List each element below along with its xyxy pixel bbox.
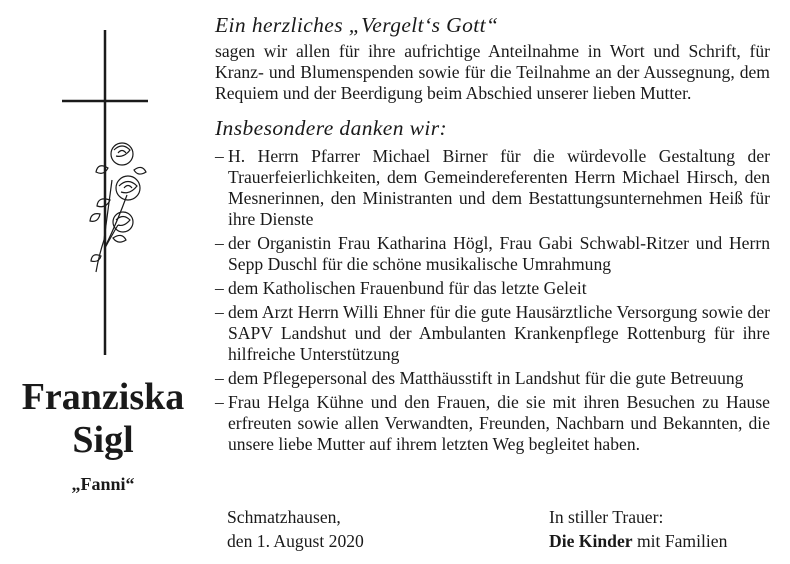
intro-text: sagen wir allen für ihre aufrichtige Anteilnahme in Wort und Schrift, für Kranz- und Blumenspenden sowie für die Teilnahme an der Aussegnung, dem Requiem und der Beerdigung beim Abschied unserer lieben Mutter. xyxy=(215,41,770,103)
date: den 1. August 2020 xyxy=(227,531,364,551)
roses-icon xyxy=(0,0,206,380)
thanks-heading: Insbesondere danken wir: xyxy=(215,116,448,140)
intro-heading: Ein herzliches „Vergelt‘s Gott“ xyxy=(215,13,499,37)
signers xyxy=(549,529,727,553)
deceased-first-name: Franziska xyxy=(21,376,185,418)
children: Die Kinder xyxy=(549,531,633,551)
place: Schmatzhausen, xyxy=(227,507,341,527)
list-item: – dem Katholischen Frauenbund für das letzte Geleit xyxy=(215,278,587,298)
place-date xyxy=(227,505,364,553)
list-item: – der Organistin Frau Katharina Högl, Frau Gabi Schwabl-Ritzer und Herrn Sepp Duschl für die schöne musikalische Umrahmung xyxy=(215,233,770,274)
left-column xyxy=(0,0,200,564)
signature xyxy=(549,505,727,553)
families: mit Familien xyxy=(636,531,728,551)
mourning-label: In stiller Trauer: xyxy=(549,507,664,527)
list-item: – dem Arzt Herrn Willi Ehner für die gute Hausärztliche Versorgung sowie der SAPV Landshut und der Ambulanten Krankenpflege Rottenburg für ihre hilfreiche Unterstützung xyxy=(215,302,770,364)
list-item: – dem Pflegepersonal des Matthäusstift in Landshut für die gute Betreuung xyxy=(215,368,744,388)
list-item: – Frau Helga Kühne und den Frauen, die sie mit ihren Besuchen zu Hause erfreuten sowie allen Verwandten, Freunden, Nachbarn und Bekannten, die unsere liebe Mutter auf ihrem letzten Weg begleitet haben. xyxy=(215,392,770,454)
list-item: – H. Herrn Pfarrer Michael Birner für die würdevolle Gestaltung der Trauerfeierlichkeiten, dem Gemeindereferenten Herrn Michael Hirsch, den Mesnerinnen, den Ministranten und dem Bestattungsunternehmen Heiß für ihre Dienste xyxy=(215,146,770,229)
main-text xyxy=(215,13,770,458)
thanks-list xyxy=(215,146,770,455)
deceased-nickname: „Fanni“ xyxy=(71,474,135,494)
deceased-last-name: Sigl xyxy=(72,419,134,461)
